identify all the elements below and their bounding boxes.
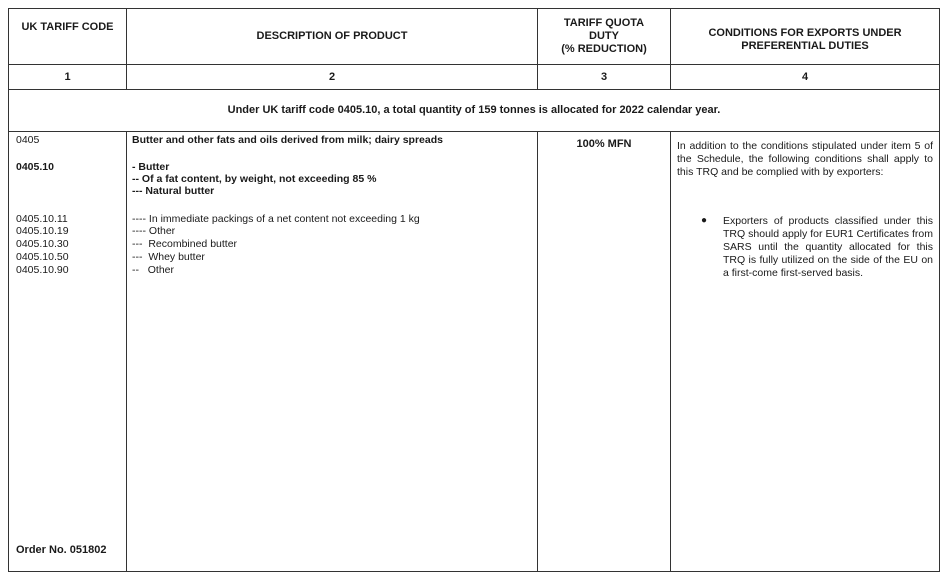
note-row-bottom-line [9,131,939,132]
column-number-4: 4 [801,70,809,83]
duty-value: 100% MFN [576,138,632,150]
conditions-bullet-text: Exporters of products classified under this TRQ should apply for EUR1 Certificates from SARS until the quantity allocated for this TRQ is fully utilized on the side of the EU on a first-come first-served basis. [723,215,933,279]
header-conditions-line1: CONDITIONS FOR EXPORTS UNDER [708,26,902,39]
code-0405-10: 0405.10 [16,161,54,173]
header-tariff-quota-line3: (% REDUCTION) [561,43,647,55]
header-uk-tariff-code-text: UK TARIFF CODE [21,21,114,33]
description-immediate-packings: ---- In immediate packings of a net content not exceeding 1 kg [132,213,420,225]
description-other-1: ---- Other [132,225,176,237]
column-number-1: 1 [64,70,71,83]
bullet-icon: ● [701,215,708,226]
column-number-3: 3 [600,70,608,83]
description-other-2: -- Other [132,264,175,276]
conditions-intro: In addition to the conditions stipulated under item 5 of the Schedule, the following conditions shall apply to this TRQ and be complied with by exporters: [677,140,933,178]
col-divider-3-body [670,132,671,571]
column-number-2: 2 [328,70,336,83]
description-heading: Butter and other fats and oils derived from milk; dairy spreads [132,134,443,146]
code-0405-10-50: 0405.10.50 [16,251,69,263]
header-description-text: DESCRIPTION OF PRODUCT [256,30,408,42]
header-conditions-line2: PREFERENTIAL DUTIES [741,39,869,52]
header-conditions [671,9,939,64]
code-0405-10-90: 0405.10.90 [16,264,69,276]
allocation-note: Under UK tariff code 0405.10, a total quantity of 159 tonnes is allocated for 2022 calendar year. [227,104,721,116]
code-0405: 0405 [16,134,40,146]
description-butter: - Butter [132,161,170,173]
header-tariff-quota-line1: TARIFF QUOTA [563,17,645,29]
header-uk-tariff-code [9,9,126,64]
description-natural-butter: --- Natural butter [132,185,215,197]
col-divider-1-body [126,132,127,571]
description-fat-content: -- Of a fat content, by weight, not exceeding 85 % [132,173,377,185]
header-tariff-quota-line2: DUTY [589,30,619,42]
description-whey-butter: --- Whey butter [132,251,205,263]
description-recombined-butter: --- Recombined butter [132,238,238,250]
tariff-table [8,8,940,572]
order-number: Order No. 051802 [16,544,107,556]
header-description [127,9,537,64]
header-tariff-quota [538,9,670,64]
code-0405-10-30: 0405.10.30 [16,238,69,250]
code-0405-10-11: 0405.10.11 [16,213,68,225]
col-divider-2-body [537,132,538,571]
code-0405-10-19: 0405.10.19 [16,225,69,237]
